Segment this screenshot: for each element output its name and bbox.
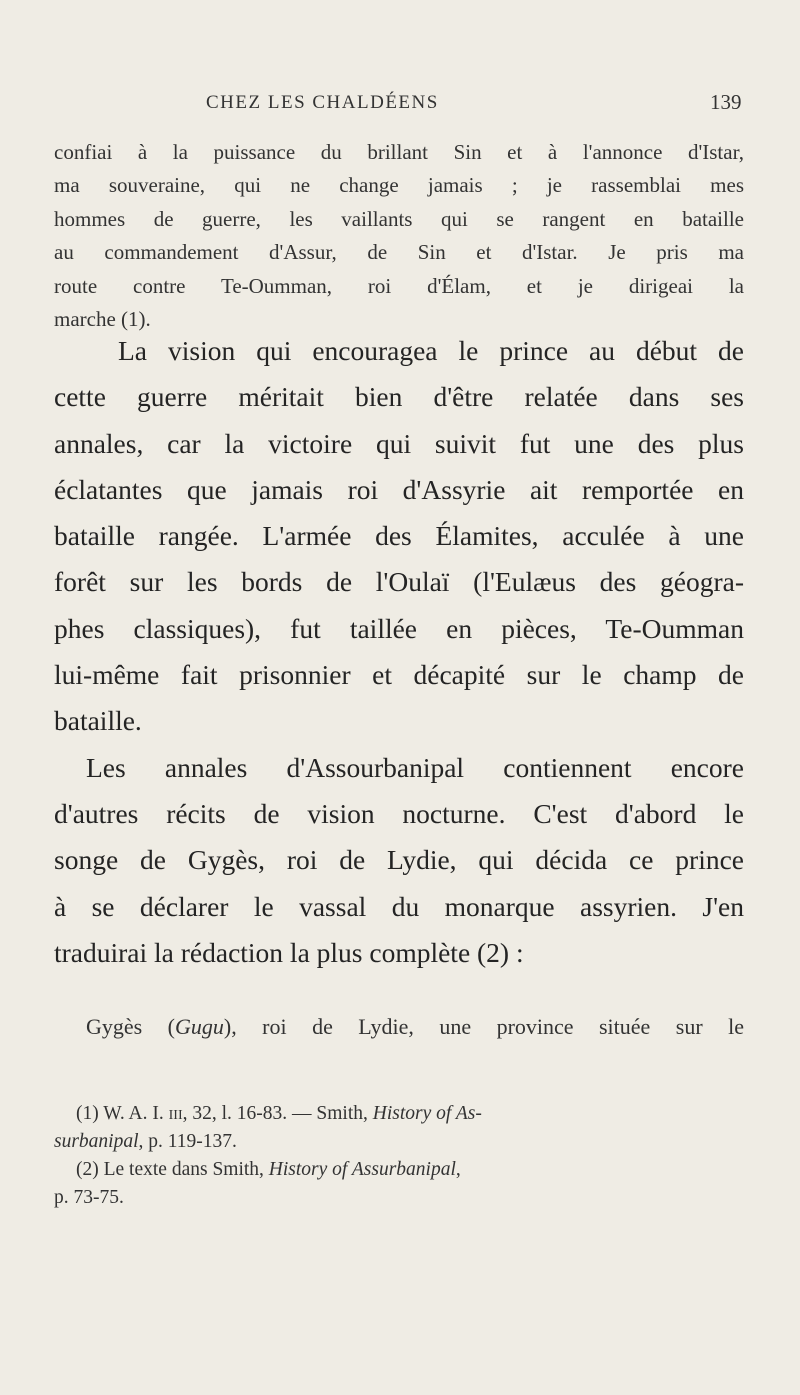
paragraph-vision [54,328,744,745]
text-run: , p. 119-137. [138,1131,237,1152]
text-line: hommes de guerre, les vaillants qui se rangent en bataille [54,206,744,231]
book-title: History of Assurbanipal [268,1159,456,1180]
text-run: , 32, l. 16-83. — Smith, [182,1103,373,1124]
book-title: History of As- [372,1103,482,1124]
text-run: (1) W. A. I. [76,1103,169,1124]
text-line: ma souveraine, qui ne change jamais ; je rassemblai mes [54,173,744,198]
book-title: surbanipal [54,1131,139,1152]
text-line: forêt sur les bords de l'Oulaï (l'Eulæus des géogra- [54,566,744,598]
text-line: phes classiques), fut taillée en pièces, Te-Oumman [54,612,744,644]
paragraph-gyges [54,1012,744,1042]
text-run: , [455,1159,461,1180]
running-title: CHEZ LES CHALDÉENS [206,92,439,113]
text-line: lui-même fait prisonnier et décapité sur le champ de [54,659,744,691]
text-line: bataille rangée. L'armée des Élamites, acculée à une [54,520,744,552]
text-line [54,1100,744,1128]
footnote-2 [54,1156,744,1212]
text-run: Gygès ( [86,1014,175,1039]
text-line: à se déclarer le vassal du monarque assyrien. J'en [54,890,744,922]
page-number: 139 [710,90,742,114]
paragraph-continuation [54,136,744,336]
text-line: bataille. [54,705,142,737]
text-line: traduirai la rédaction la plus complète (2) : [54,936,524,968]
text-line: songe de Gygès, roi de Lydie, qui décida ce prince [54,844,744,876]
text-line: éclatantes que jamais roi d'Assyrie ait remportée en [54,473,744,505]
footnotes [54,1100,744,1212]
text-line: au commandement d'Assur, de Sin et d'Istar. Je pris ma [54,240,744,265]
text-line [54,1156,744,1184]
text-line: cette guerre méritait bien d'être relatée dans ses [54,381,744,413]
text-line: Les annales d'Assourbanipal contiennent encore [86,751,744,783]
footnote-1 [54,1100,744,1156]
text-line: route contre Te-Oumman, roi d'Élam, et je dirigeai la [54,273,744,298]
text-line [54,1128,744,1156]
text-line: annales, car la victoire qui suivit fut une des plus [54,427,744,459]
text-line: p. 73-75. [54,1187,124,1208]
text-line: La vision qui encouragea le prince au début de [118,335,744,366]
main-text [54,328,744,976]
text-line: d'autres récits de vision nocturne. C'est d'abord le [54,797,744,829]
text-run: (2) Le texte dans Smith, [76,1159,269,1180]
text-run: ), roi de Lydie, une province située sur le [223,1014,744,1039]
text-run: iii [168,1103,183,1124]
text-line: marche (1). [54,307,151,332]
text-line: confiai à la puissance du brillant Sin et à l'annonce d'Istar, [54,140,744,164]
text-line [54,1012,744,1042]
paragraph-annales [54,745,744,976]
italic-term: Gugu [175,1014,224,1039]
page-header [0,90,800,120]
